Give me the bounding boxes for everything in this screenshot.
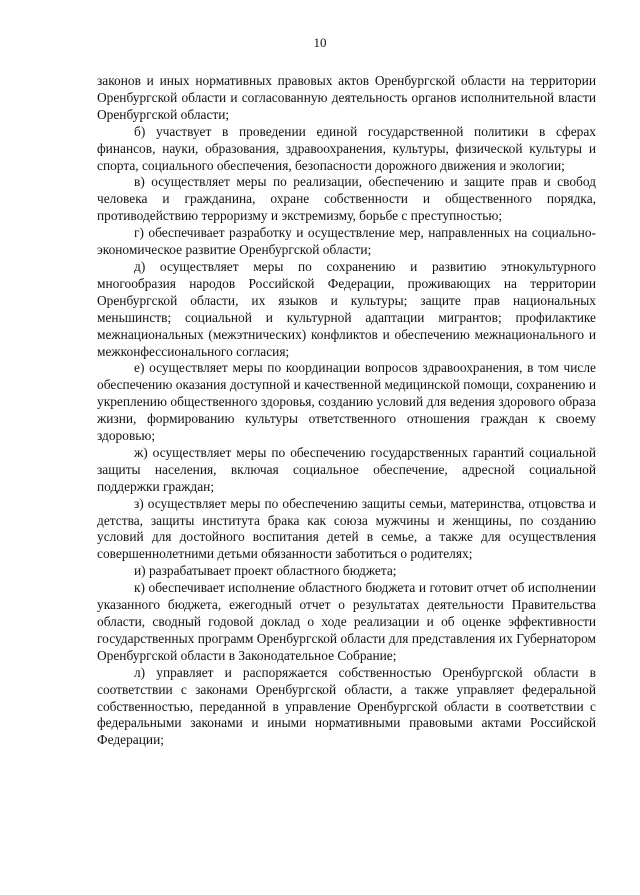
- paragraph-item-d: д) осуществляет меры по сохранению и развитию этнокультурного многообразия народов Российской Федерации, проживающих на территории Оренбургской области, их языков и культуры; защите прав национальных меньшинств; социальной и культурной адаптации мигрантов; профилактике межнациональных (межэтнических) конфликтов и обеспечению межнационального и межконфессионального согласия;: [97, 258, 596, 359]
- paragraph-item-g: г) обеспечивает разработку и осуществление мер, направленных на социально-экономическое развитие Оренбургской области;: [97, 225, 596, 258]
- paragraph-item-v: в) осуществляет меры по реализации, обеспечению и защите прав и свобод человека и гражданина, охране собственности и общественного порядка, противодействию терроризму и экстремизму, борьбе с преступностью;: [97, 174, 596, 224]
- paragraph-item-e: е) осуществляет меры по координации вопросов здравоохранения, в том числе обеспечению оказания доступной и качественной медицинской помощи, сохранению и укреплению общественного здоровья, созданию условий для ведения здорового образа жизни, формированию культуры ответственного отношения граждан к своему здоровью;: [97, 360, 596, 444]
- paragraph-item-zh: ж) осуществляет меры по обеспечению государственных гарантий социальной защиты населения, включая социальное обеспечение, адресной социальной поддержки граждан;: [97, 444, 596, 494]
- paragraph-item-k: к) обеспечивает исполнение областного бюджета и готовит отчет об исполнении указанного бюджета, ежегодный отчет о результатах деятельности Правительства области, сводный годовой доклад о ходе реализации и об оценке эффективности государственных программ Оренбургской области для представления их Губернатором Оренбургской области в Законодательное Собрание;: [97, 580, 596, 663]
- page-number: 10: [313, 35, 327, 50]
- document-body: [97, 73, 596, 749]
- paragraph-item-z: з) осуществляет меры по обеспечению защиты семьи, материнства, отцовства и детства, защиты института брака как союза мужчины и женщины, по созданию условий для достойного воспитания детей в семье, а также для осуществления совершеннолетними детьми обязанности заботиться о родителях;: [97, 495, 596, 562]
- paragraph-item-l: л) управляет и распоряжается собственностью Оренбургской области в соответствии с законами Оренбургской области, а также управляет федеральной собственностью, переданной в управление Оренбургской области в соответствии с федеральными законами и иными нормативными правовыми актами Российской Федерации;: [97, 664, 596, 748]
- paragraph-continuation: законов и иных нормативных правовых актов Оренбургской области на территории Оренбургской области и согласованную деятельность органов исполнительной власти Оренбургской области;: [97, 73, 596, 122]
- paragraph-item-b: б) участвует в проведении единой государственной политики в сферах финансов, науки, образования, здравоохранения, культуры, физической культуры и спорта, социального обеспечения, безопасности дорожного движения и экологии;: [97, 123, 596, 173]
- paragraph-item-i: и) разрабатывает проект областного бюджета;: [134, 563, 397, 579]
